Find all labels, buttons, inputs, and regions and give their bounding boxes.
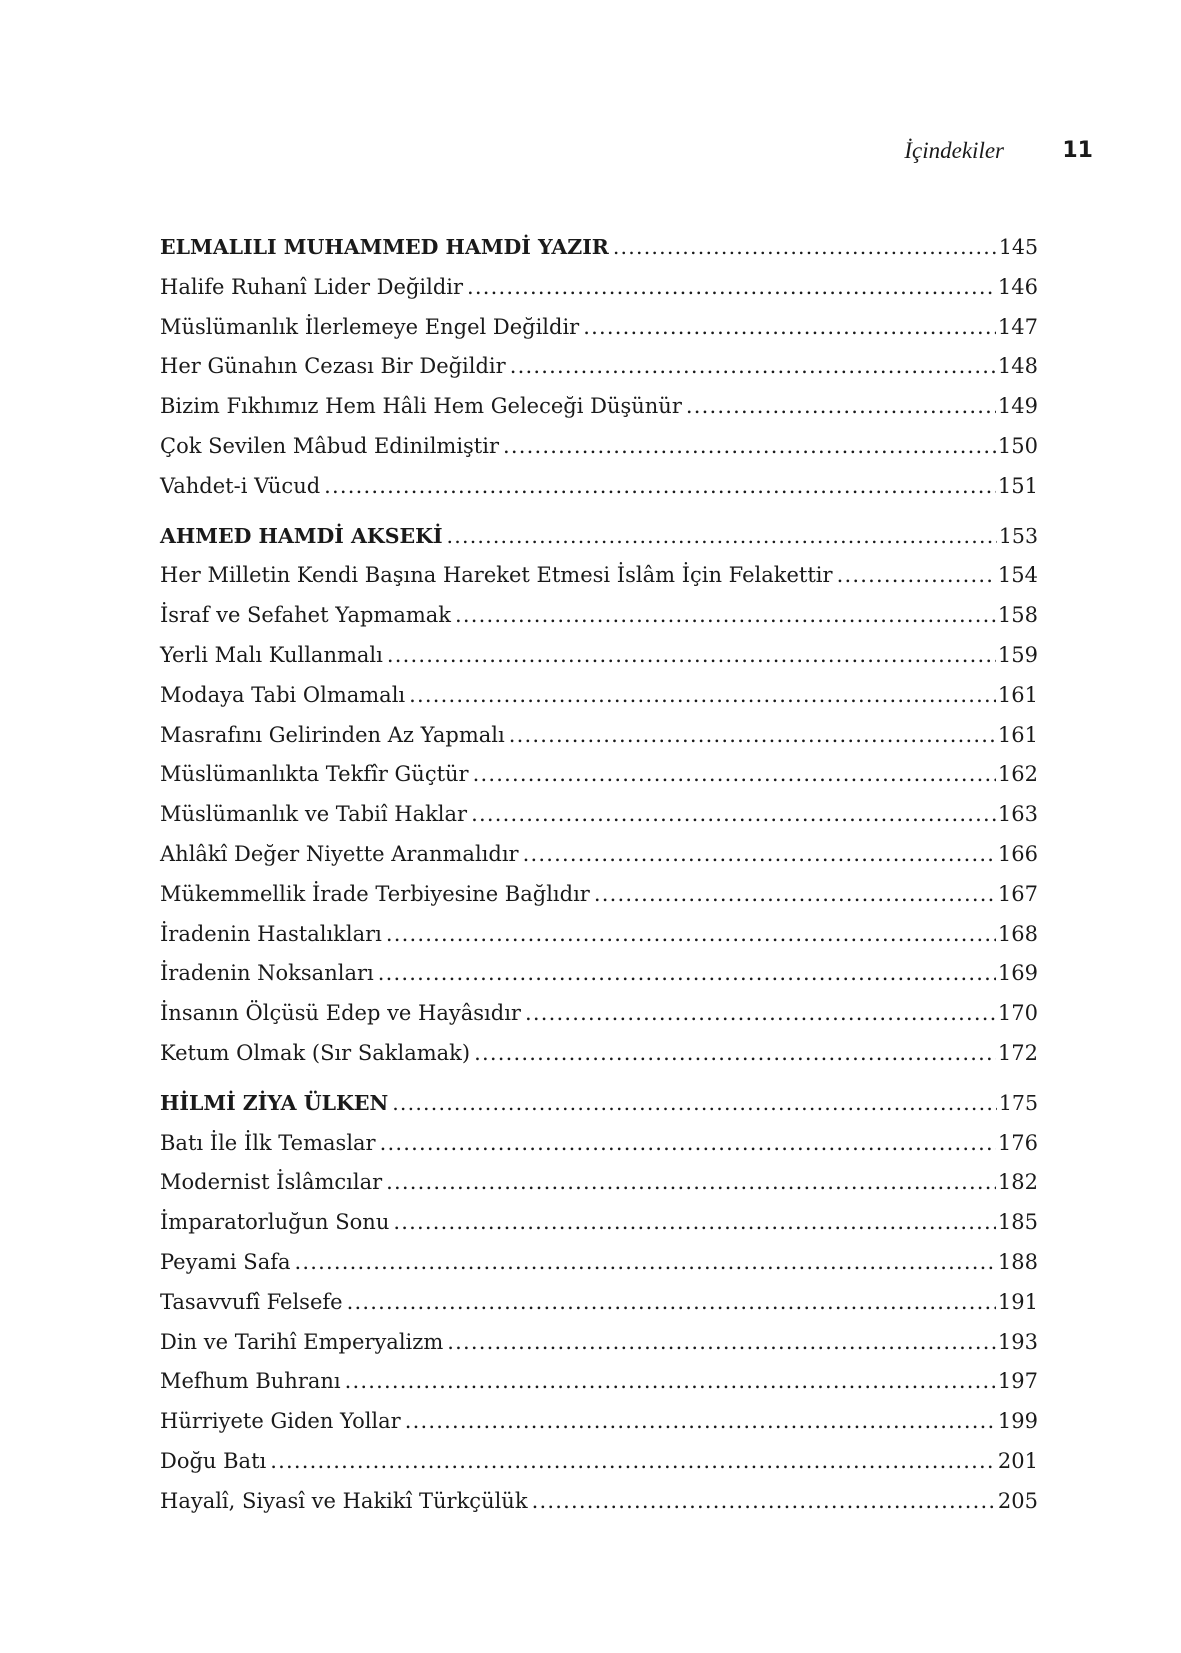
dot-leader	[613, 228, 997, 268]
toc-entry[interactable]	[160, 1283, 1038, 1323]
toc-entry-title: Modaya Tabi Olmamalı	[160, 682, 406, 707]
toc-entry[interactable]	[160, 1442, 1038, 1482]
page-number: 11	[1062, 138, 1093, 163]
toc-entry-title: Halife Ruhanî Lider Değildir	[160, 274, 464, 299]
toc-entry-title: Çok Sevilen Mâbud Edinilmiştir	[160, 433, 500, 458]
toc-entry[interactable]	[160, 556, 1038, 596]
toc-entry-page: 197	[997, 1369, 1038, 1394]
toc-entry[interactable]	[160, 755, 1038, 795]
toc-entry-title: Her Günahın Cezası Bir Değildir	[160, 354, 506, 379]
toc-entry-title: Hürriyete Giden Yollar	[160, 1409, 401, 1434]
dot-leader	[380, 1124, 996, 1164]
dot-leader	[510, 347, 996, 387]
toc-entry-title: Mükemmellik İrade Terbiyesine Bağlıdır	[160, 881, 590, 906]
dot-leader	[270, 1442, 996, 1482]
toc-entry[interactable]	[160, 308, 1038, 348]
toc-entry-page: 159	[997, 642, 1038, 667]
toc-entry[interactable]	[160, 1482, 1038, 1522]
dot-leader	[583, 308, 996, 348]
toc-entry[interactable]	[160, 387, 1038, 427]
dot-leader	[324, 467, 996, 507]
toc-entry-title: İsraf ve Sefahet Yapmamak	[160, 603, 452, 628]
dot-leader	[409, 676, 996, 716]
toc-entry-page: 188	[997, 1249, 1038, 1274]
dot-leader	[387, 636, 996, 676]
toc-entry-title: HİLMİ ZİYA ÜLKEN	[160, 1090, 389, 1115]
toc-entry[interactable]	[160, 1362, 1038, 1402]
toc-section	[160, 1084, 1038, 1522]
dot-leader	[467, 268, 996, 308]
dot-leader	[295, 1243, 996, 1283]
toc-entry-page: 167	[997, 881, 1038, 906]
toc-entry-title: Din ve Tarihî Emperyalizm	[160, 1329, 444, 1354]
dot-leader	[532, 1482, 996, 1522]
toc-entry-title: AHMED HAMDİ AKSEKİ	[160, 523, 443, 548]
toc-entry[interactable]	[160, 1163, 1038, 1203]
toc-entry-title: Müslümanlık ve Tabiî Haklar	[160, 802, 468, 827]
running-head	[0, 135, 1181, 167]
toc-entry-page: 161	[997, 722, 1038, 747]
toc-entry-title: Hayalî, Siyasî ve Hakikî Türkçülük	[160, 1488, 528, 1513]
toc-entry-page: 147	[997, 314, 1038, 339]
toc-entry[interactable]	[160, 1203, 1038, 1243]
toc-entry-page: 205	[997, 1488, 1038, 1513]
dot-leader	[473, 755, 996, 795]
toc-entry-title: Ahlâkî Değer Niyette Aranmalıdır	[160, 841, 519, 866]
toc-entry-title: Vahdet-i Vücud	[160, 473, 321, 498]
toc-entry[interactable]	[160, 954, 1038, 994]
toc-entry[interactable]	[160, 835, 1038, 875]
toc-entry-page: 163	[997, 802, 1038, 827]
dot-leader	[525, 994, 996, 1034]
toc-section-heading[interactable]	[160, 1084, 1038, 1124]
dot-leader	[837, 556, 996, 596]
toc-entry-title: Batı İle İlk Temaslar	[160, 1130, 376, 1155]
toc-entry-page: 151	[997, 473, 1038, 498]
toc-section	[160, 228, 1038, 507]
toc-entry-title: İradenin Noksanları	[160, 961, 374, 986]
toc-entry-title: Doğu Batı	[160, 1448, 267, 1473]
toc-entry-page: 175	[998, 1090, 1038, 1115]
toc-entry[interactable]	[160, 1034, 1038, 1074]
toc-entry-page: 201	[997, 1448, 1038, 1473]
toc-entry-title: Müslümanlık İlerlemeye Engel Değildir	[160, 314, 580, 339]
toc-section-heading[interactable]	[160, 228, 1038, 268]
toc-entry[interactable]	[160, 596, 1038, 636]
toc-entry[interactable]	[160, 875, 1038, 915]
toc-entry[interactable]	[160, 467, 1038, 507]
toc-entry-page: 161	[997, 682, 1038, 707]
toc-entry[interactable]	[160, 1124, 1038, 1164]
toc-entry-page: 166	[997, 841, 1038, 866]
toc-entry-page: 169	[997, 961, 1038, 986]
toc-entry-page: 154	[997, 563, 1038, 588]
toc-entry-title: Bizim Fıkhımız Hem Hâli Hem Geleceği Düşünür	[160, 394, 682, 419]
toc-entry[interactable]	[160, 1323, 1038, 1363]
toc-entry-page: 191	[997, 1289, 1038, 1314]
toc-entry-title: ELMALILI MUHAMMED HAMDİ YAZIR	[160, 235, 609, 259]
dot-leader	[386, 1163, 996, 1203]
toc-entry-page: 162	[997, 762, 1038, 787]
toc-entry-title: Modernist İslâmcılar	[160, 1170, 383, 1195]
toc-entry[interactable]	[160, 716, 1038, 756]
dot-leader	[509, 716, 996, 756]
toc-entry-page: 150	[997, 433, 1038, 458]
dot-leader	[347, 1283, 996, 1323]
dot-leader	[594, 875, 996, 915]
toc-entry-page: 149	[997, 394, 1038, 419]
toc-entry-page: 145	[998, 235, 1038, 259]
dot-leader	[447, 1323, 996, 1363]
dot-leader	[345, 1362, 996, 1402]
dot-leader	[386, 915, 996, 955]
toc-entry-page: 176	[997, 1130, 1038, 1155]
toc-entry-title: Yerli Malı Kullanmalı	[160, 642, 383, 667]
toc-entry-title: İradenin Hastalıkları	[160, 921, 382, 946]
dot-leader	[686, 387, 996, 427]
toc-entry-page: 172	[997, 1040, 1038, 1065]
dot-leader	[455, 596, 996, 636]
toc-entry-page: 199	[997, 1409, 1038, 1434]
toc-entry-title: Tasavvufî Felsefe	[160, 1289, 343, 1314]
toc-entry-title: Ketum Olmak (Sır Saklamak)	[160, 1040, 471, 1065]
running-title: İçindekiler	[904, 138, 1004, 163]
toc-entry[interactable]	[160, 427, 1038, 467]
dot-leader	[378, 954, 996, 994]
toc-entry-page: 185	[997, 1210, 1038, 1235]
toc-entry-page: 168	[997, 921, 1038, 946]
dot-leader	[392, 1084, 997, 1124]
toc-entry-title: Her Milletin Kendi Başına Hareket Etmesi İslâm İçin Felakettir	[160, 563, 833, 588]
toc-entry[interactable]	[160, 1243, 1038, 1283]
toc-entry[interactable]	[160, 636, 1038, 676]
toc-entry-page: 153	[998, 523, 1038, 548]
toc-entry[interactable]	[160, 676, 1038, 716]
toc-entry-page: 193	[997, 1329, 1038, 1354]
toc-entry[interactable]	[160, 347, 1038, 387]
toc-entry-page: 148	[997, 354, 1038, 379]
dot-leader	[474, 1034, 996, 1074]
toc-entry-title: Masrafını Gelirinden Az Yapmalı	[160, 722, 505, 747]
toc-entry-page: 170	[997, 1001, 1038, 1026]
toc-entry[interactable]	[160, 994, 1038, 1034]
toc-entry-title: İmparatorluğun Sonu	[160, 1210, 390, 1235]
toc-entry-page: 158	[997, 603, 1038, 628]
dot-leader	[471, 795, 996, 835]
dot-leader	[405, 1402, 996, 1442]
dot-leader	[393, 1203, 996, 1243]
toc-entry[interactable]	[160, 1402, 1038, 1442]
dot-leader	[503, 427, 996, 467]
dot-leader	[447, 517, 997, 557]
table-of-contents	[160, 228, 1038, 1522]
toc-section	[160, 517, 1038, 1074]
toc-entry-page: 146	[997, 274, 1038, 299]
toc-entry-title: Mefhum Buhranı	[160, 1369, 341, 1394]
toc-entry[interactable]	[160, 268, 1038, 308]
dot-leader	[523, 835, 996, 875]
toc-entry-title: Müslümanlıkta Tekfîr Güçtür	[160, 762, 469, 787]
toc-entry[interactable]	[160, 795, 1038, 835]
toc-entry[interactable]	[160, 915, 1038, 955]
toc-entry-title: Peyami Safa	[160, 1249, 291, 1274]
toc-section-heading[interactable]	[160, 517, 1038, 557]
toc-entry-title: İnsanın Ölçüsü Edep ve Hayâsıdır	[160, 1001, 521, 1026]
toc-entry-page: 182	[997, 1170, 1038, 1195]
